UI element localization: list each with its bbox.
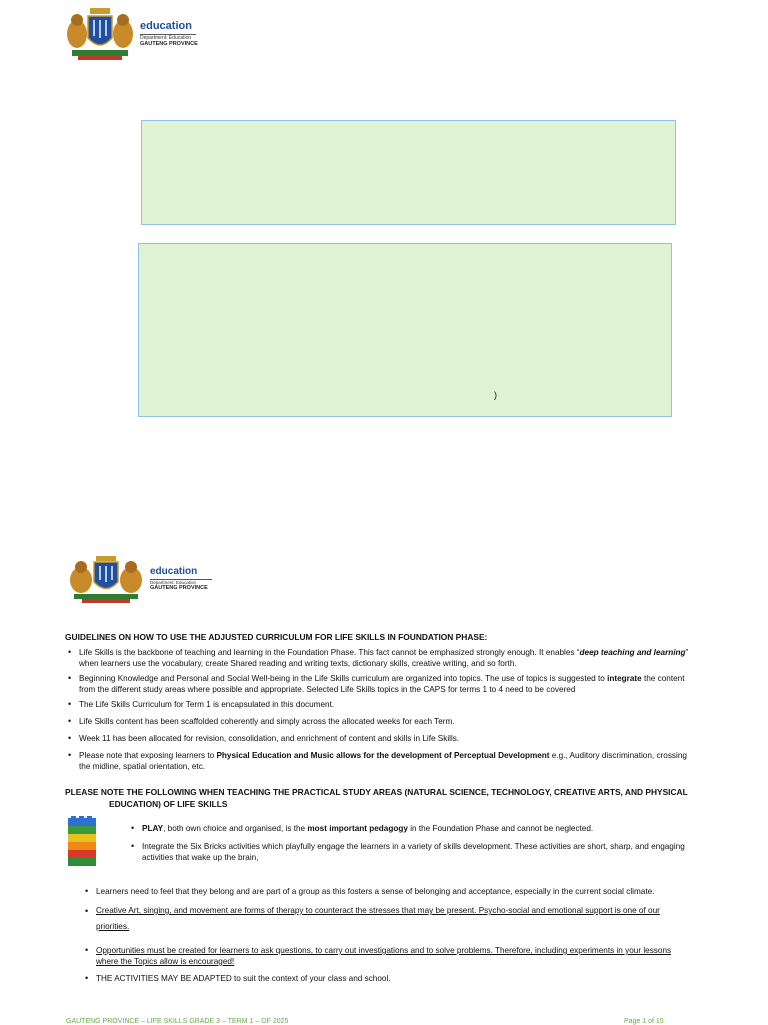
list-item: • Please note that exposing learners to Physical Education and Music allows for the development of Perceptual Development e.g., Auditory discrimination, crossing the midline, spatial orientation, etc. [65,750,695,772]
footer-page-number: Page 1 of 15 [624,1018,664,1025]
list-item: • PLAY, both own choice and organised, is the most important pedagogy in the Foundation Phase and cannot be neglected. [128,823,693,834]
six-bricks-icon [66,816,98,868]
gauteng-education-logo-2 [66,554,212,604]
logo-title: education [150,565,198,577]
gauteng-education-logo [64,6,198,62]
coat-of-arms-icon [64,6,136,62]
logo-province: GAUTENG PROVINCE [140,40,198,47]
logo-title: education [140,19,192,32]
coat-of-arms-icon [66,554,146,604]
practical-section [128,823,693,863]
list-item: • Creative Art, singing, and movement are forms of therapy to counteract the stresses that may be present. Psycho-social and emotional support is one of our priorities. [82,903,690,935]
logo-subtitle: Department: Education [140,34,192,41]
practical-heading: PLEASE NOTE THE FOLLOWING WHEN TEACHING THE PRACTICAL STUDY AREAS (NATURAL SCIENCE, TECHNOLOGY, CREATIVE ARTS, AND PHYSICAL EDUCATION) OF LIFE SKILLS [65,787,688,809]
info-box-1 [141,120,676,225]
guidelines-list [65,647,695,772]
list-item: • Life Skills content has been scaffolded coherently and simply across the allocated weeks for each Term. [65,716,695,727]
box-mark: ) [494,390,497,400]
practical-list [128,823,693,863]
guidelines-section [65,632,695,772]
list-item: • The Life Skills Curriculum for Term 1 is encapsulated in this document. [65,699,695,710]
list-item: • Week 11 has been allocated for revision, consolidation, and enrichment of content and skills in Life Skills. [65,733,695,744]
list-item: • Beginning Knowledge and Personal and Social Well-being in the Life Skills curriculum are organized into topics. The use of topics is suggested to integrate the content from the different study areas where possible and appropriate. Selected Life Skills topics in the CAPS for terms 1 to 4 need to be covered [65,673,695,695]
logo-province: GAUTENG PROVINCE [150,585,208,591]
more-notes-section [82,886,690,984]
info-box-2 [138,243,672,417]
list-item: • Opportunities must be created for learners to ask questions, to carry out investigations and to solve problems. Therefore, including experiments in your lessons where the Topics allow is encouraged! [82,945,690,967]
footer-left: GAUTENG PROVINCE – LIFE SKILLS GRADE 3 – TERM 1 – OF 2025 [66,1018,289,1025]
list-item: • THE ACTIVITIES MAY BE ADAPTED to suit the context of your class and school. [82,973,690,984]
more-list [82,886,690,984]
list-item: • Life Skills is the backbone of teaching and learning in the Foundation Phase. This fact cannot be emphasized strongly enough. It enables “deep teaching and learning” when learners use the vocabulary, create Shared reading and writing texts, dictionary skills, creative writing, and so forth. [65,647,695,669]
guidelines-heading: GUIDELINES ON HOW TO USE THE ADJUSTED CURRICULUM FOR LIFE SKILLS IN FOUNDATION PHASE: [65,632,488,642]
logo-subtitle: Department: Education [150,579,197,585]
list-item: • Integrate the Six Bricks activities which playfully engage the learners in a variety of skills development. These activities are short, sharp, and engaging activities that wake up the brain, [128,841,693,863]
list-item: • Learners need to feel that they belong and are part of a group as this fosters a sense of belonging and acceptance, especially in the current social climate. [82,886,690,897]
